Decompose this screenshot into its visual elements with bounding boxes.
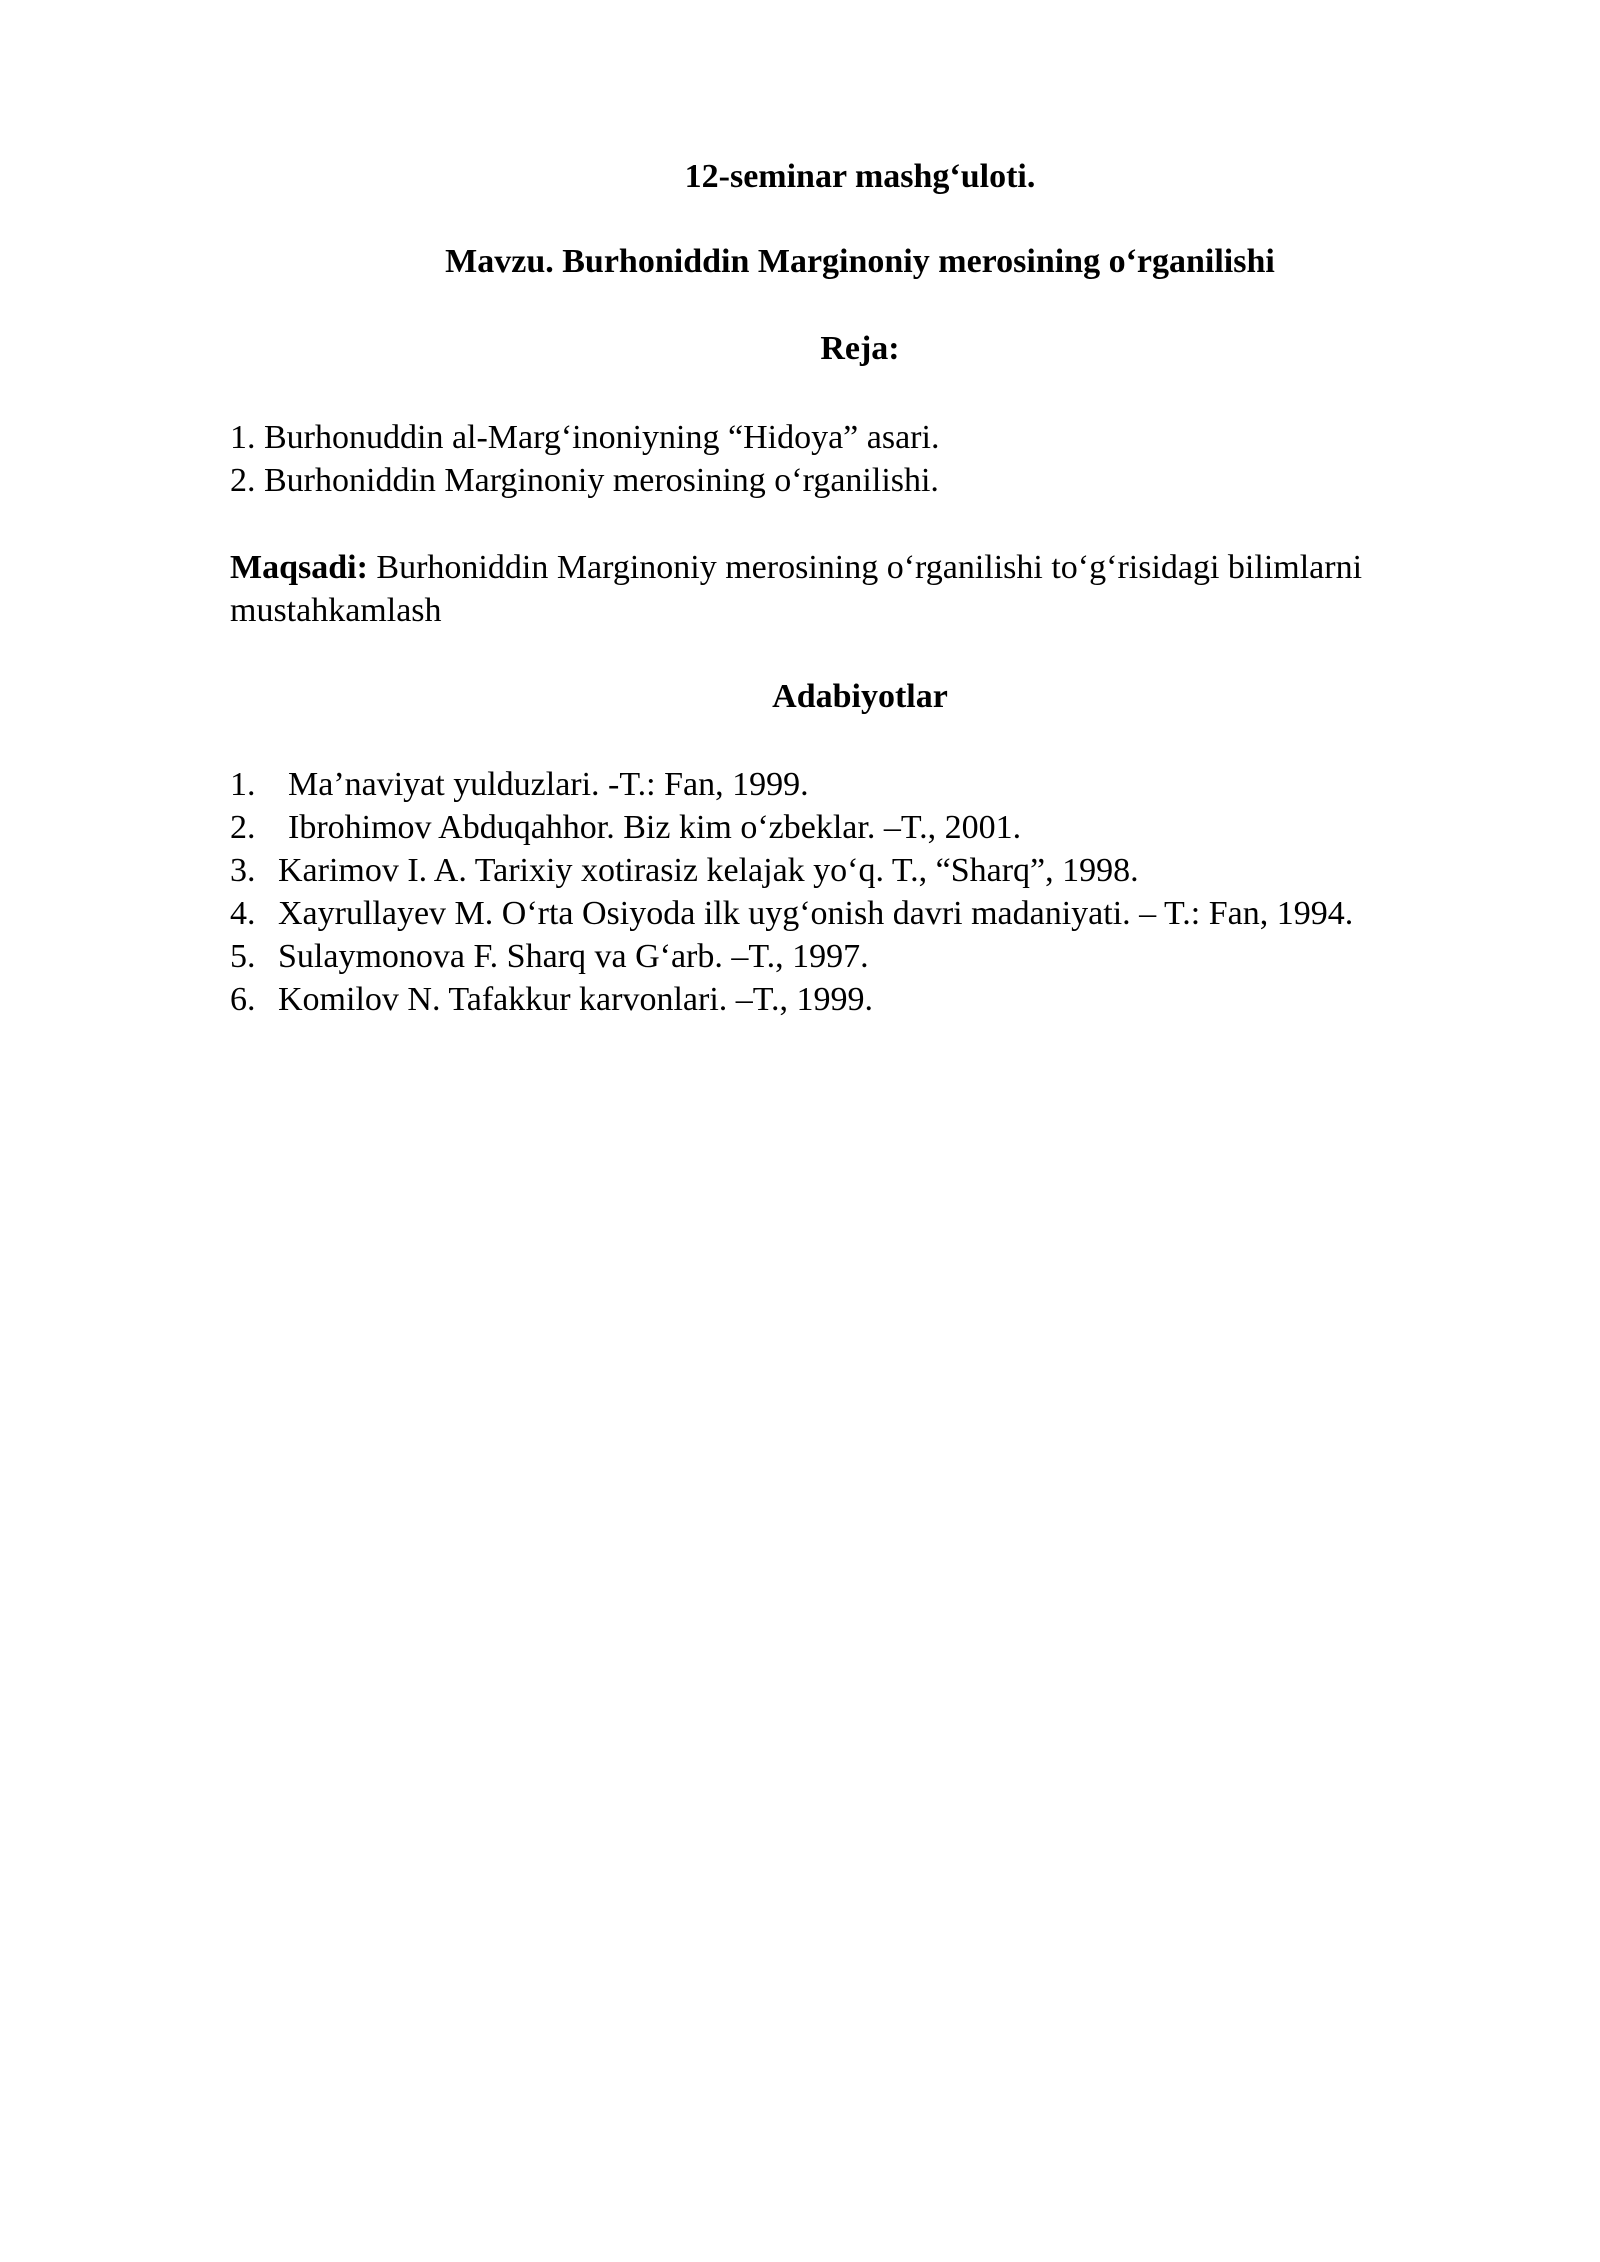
reference-item xyxy=(230,806,1490,849)
seminar-title: 12-seminar mashg‘uloti. xyxy=(684,158,1036,195)
goal-text: Burhoniddin Marginoniy merosining o‘rganilishi to‘g‘risidagi bilimlarni mustahkamlash xyxy=(230,549,1363,629)
reference-text: Karimov I. A. Tarixiy xotirasiz kelajak yo‘q. T., “Sharq”, 1998. xyxy=(278,852,1139,889)
reference-item xyxy=(230,849,1490,892)
reference-item xyxy=(230,892,1490,935)
references-heading: Adabiyotlar xyxy=(772,678,948,715)
reference-text: Sulaymonova F. Sharq va G‘arb. –T., 1997. xyxy=(278,938,869,975)
reference-number: 3. xyxy=(230,852,256,889)
plan-list xyxy=(230,416,1490,502)
reference-item xyxy=(230,763,1490,806)
reference-number: 1. xyxy=(230,766,256,803)
goal-label: Maqsadi: xyxy=(230,549,368,586)
reference-text: Xayrullayev M. O‘rta Osiyoda ilk uyg‘onish davri madaniyati. – T.: Fan, 1994. xyxy=(278,895,1354,932)
reference-text: Ibrohimov Abduqahhor. Biz kim o‘zbeklar. –T., 2001. xyxy=(288,809,1022,846)
plan-heading: Reja: xyxy=(820,330,900,367)
plan-item: 2. Burhoniddin Marginoniy merosining o‘rganilishi. xyxy=(230,462,939,499)
plan-item: 1. Burhonuddin al-Marg‘inoniyning “Hidoya” asari. xyxy=(230,419,940,456)
reference-item xyxy=(230,978,1490,1021)
topic-title: Mavzu. Burhoniddin Marginoniy merosining o‘rganilishi xyxy=(445,243,1275,280)
references-list xyxy=(230,763,1490,1021)
reference-number: 4. xyxy=(230,895,256,932)
reference-number: 2. xyxy=(230,809,256,846)
reference-number: 6. xyxy=(230,981,256,1018)
reference-item xyxy=(230,935,1490,978)
reference-text: Ma’naviyat yulduzlari. -T.: Fan, 1999. xyxy=(288,766,809,803)
goal-paragraph xyxy=(230,546,1490,632)
reference-number: 5. xyxy=(230,938,256,975)
reference-text: Komilov N. Tafakkur karvonlari. –T., 1999. xyxy=(278,981,874,1018)
